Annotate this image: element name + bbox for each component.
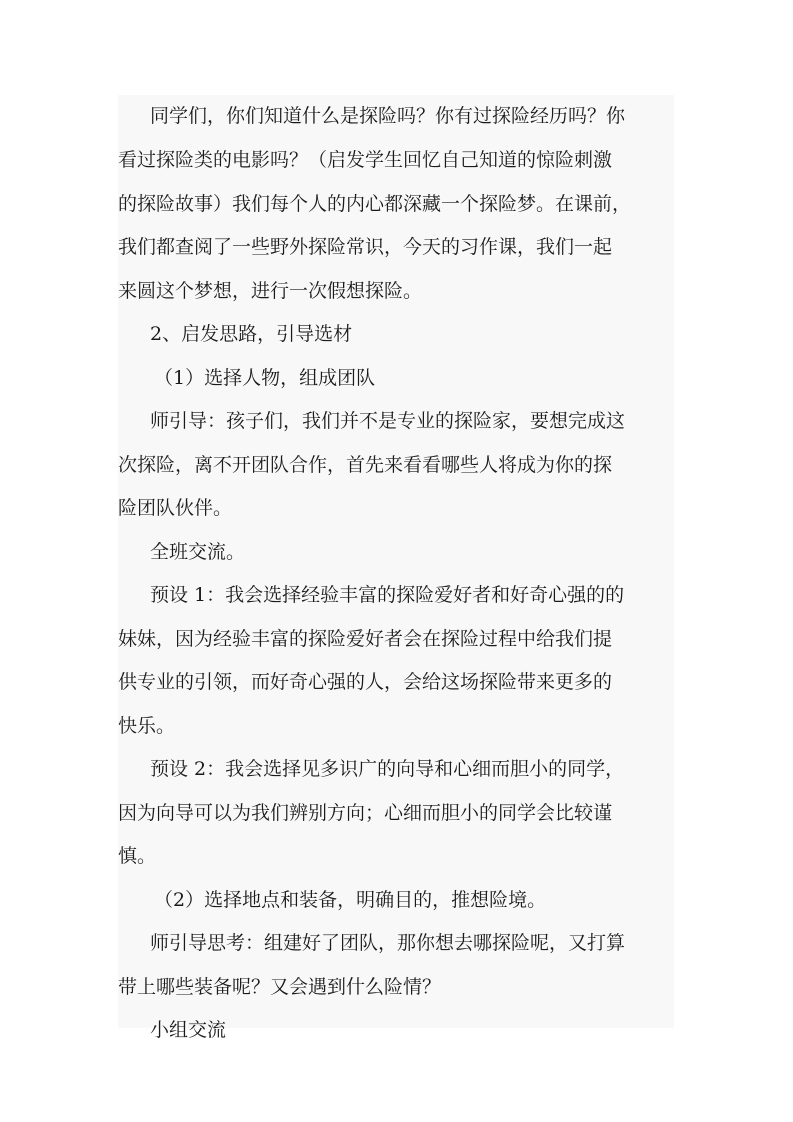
paragraph-line: 全班交流。 <box>150 541 246 563</box>
paragraph-line: 来圆这个梦想，进行一次假想探险。 <box>118 280 423 302</box>
paragraph-line: 慎。 <box>118 845 157 867</box>
paragraph-line: 看过探险类的电影吗？（启发学生回忆自己知道的惊险刺激 <box>118 149 613 171</box>
paragraph-line: 供专业的引领，而好奇心强的人，会给这场探险带来更多的 <box>118 671 613 693</box>
paragraph-line: 次探险，离不开团队合作，首先来看看哪些人将成为你的探 <box>118 454 613 476</box>
subsection-heading: （1）选择人物，组成团队 <box>154 367 376 389</box>
paragraph-line: 因为向导可以为我们辨别方向；心细而胆小的同学会比较谨 <box>118 802 613 824</box>
paragraph-line: 预设 1：我会选择经验丰富的探险爱好者和好奇心强的的 <box>150 584 625 606</box>
paragraph-line: 师引导思考：组建好了团队，那你想去哪探险呢，又打算 <box>150 932 626 954</box>
paragraph-line: 妹妹，因为经验丰富的探险爱好者会在探险过程中给我们提 <box>118 628 613 650</box>
paragraph-line: 同学们，你们知道什么是探险吗？你有过探险经历吗？你 <box>150 105 626 127</box>
paragraph-line: 险团队伙伴。 <box>118 497 233 519</box>
paragraph-line: 预设 2：我会选择见多识广的向导和心细而胆小的同学， <box>150 758 625 780</box>
text-body <box>118 95 674 1041</box>
paragraph-line: 小组交流 <box>150 1019 227 1041</box>
subsection-heading: （2）选择地点和装备，明确目的，推想险境。 <box>154 889 547 911</box>
paragraph-line: 我们都查阅了一些野外探险常识，今天的习作课，我们一起 <box>118 236 613 258</box>
paragraph-line: 师引导：孩子们，我们并不是专业的探险家，要想完成这 <box>150 410 626 432</box>
paragraph-line: 带上哪些装备呢？又会遇到什么险情？ <box>118 976 442 998</box>
section-heading: 2、启发思路，引导选材 <box>150 323 353 345</box>
paragraph-line: 的探险故事）我们每个人的内心都深藏一个探险梦。在课前， <box>118 193 632 215</box>
paragraph-line: 快乐。 <box>118 715 176 737</box>
